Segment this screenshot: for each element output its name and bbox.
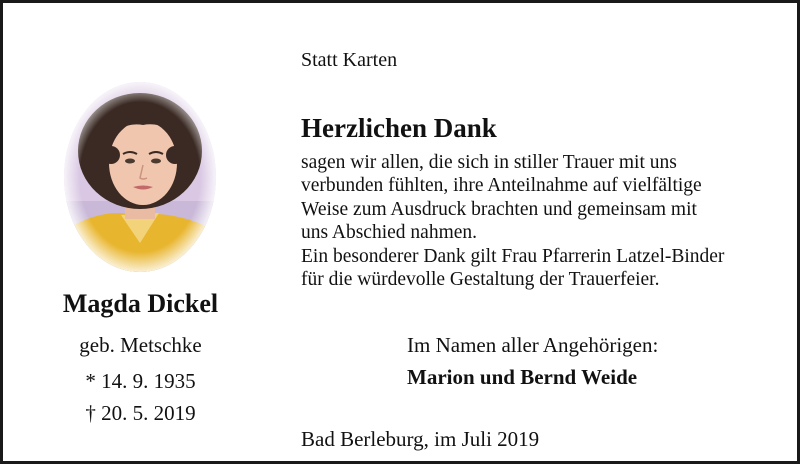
family-names: Marion und Bernd Weide [407,365,638,389]
body-line: sagen wir allen, die sich in stiller Trauer mit uns [301,152,677,173]
thanks-heading: Herzlichen Dank [301,113,497,143]
body-line: uns Abschied nahmen. [301,222,478,244]
portrait-photo [63,81,217,273]
thanks-body [301,151,781,291]
birth-date: * 14. 9. 1935 [85,369,196,393]
body-line: Weise zum Ausdruck brachten und gemeinsam mit [301,198,697,220]
death-date: † 20. 5. 2019 [85,401,196,425]
body-line: für die würdevolle Gestaltung der Trauerfeier. [301,269,660,291]
family-intro: Im Namen aller Angehörigen: [407,333,659,357]
birth-name: geb. Metschke [79,333,202,357]
body-line: Ein besonderer Dank gilt Frau Pfarrerin Latzel-Binder [301,245,725,267]
body-line: verbunden fühlten, ihre Anteilnahme auf vielfältige [301,175,702,197]
deceased-name: Magda Dickel [62,289,219,318]
place-date: Bad Berleburg, im Juli 2019 [301,427,540,451]
pre-title: Statt Karten [301,49,398,71]
